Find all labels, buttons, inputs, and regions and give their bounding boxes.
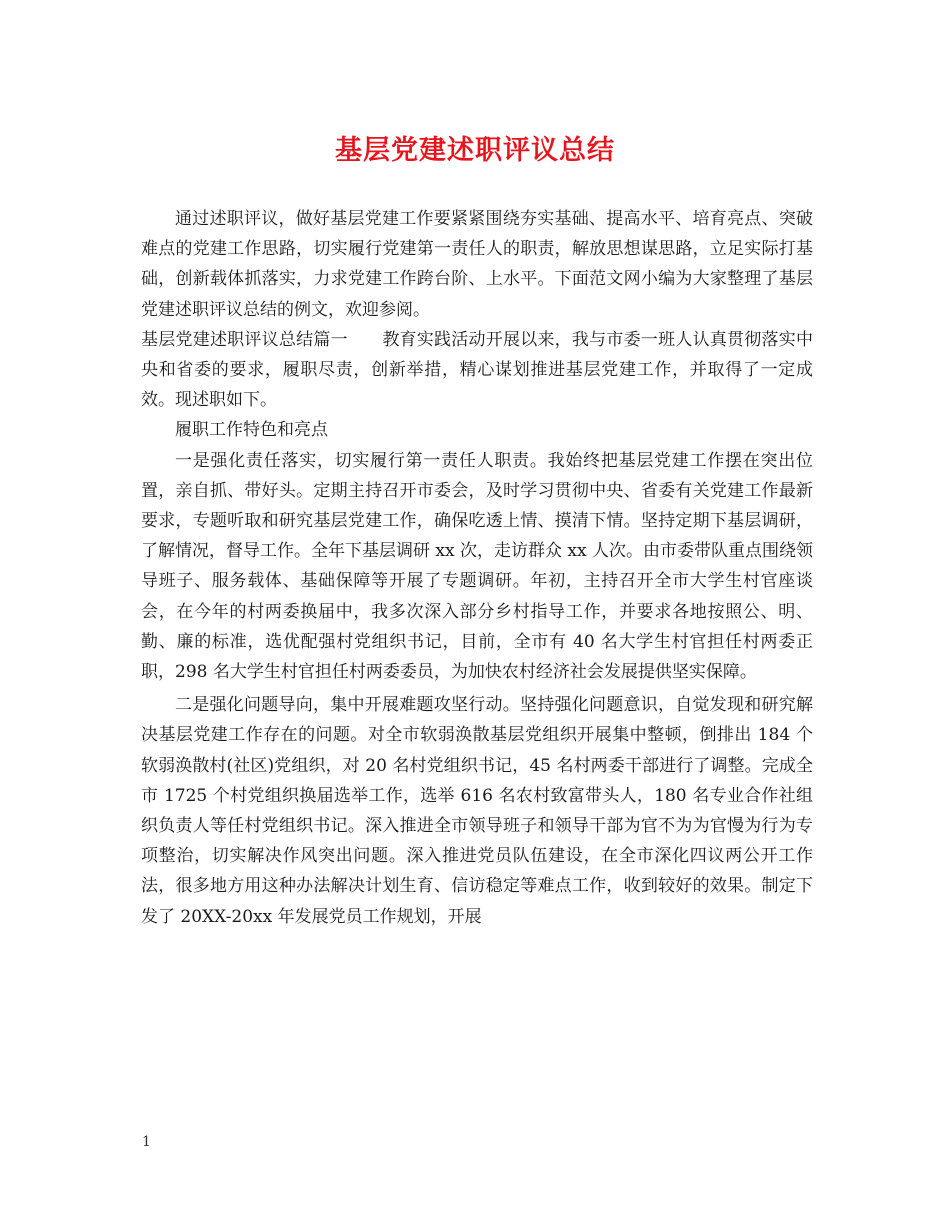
page-number: 1 [142,1134,151,1150]
paragraph-point-two: 二是强化问题导向，集中开展难题攻坚行动。坚持强化问题意识，自觉发现和研究解决基层党建工作存在的问题。对全市软弱涣散基层党组织开展集中整顿，倒排出 184 个软弱涣散村(社区)党组织，对 20 名村党组织书记，45 名村两委干部进行了调整。完成全市 1725 个村党组织换届选举工作，选举 616 名农村致富带头人，180 名专业合作社组织负责人等任村党组织书记。深入推进全市领导班子和领导干部为官不为为官慢为行为专项整治，切实解决作风突出问题。深入推进党员队伍建设，在全市深化四议两公开工作法，很多地方用这种办法解决计划生育、信访稳定等难点工作，收到较好的效果。制定下发了 20XX-20xx 年发展党员工作规划，开展 [141,695,813,927]
document-body [141,204,813,932]
paragraph-intro: 通过述职评议，做好基层党建工作要紧紧围绕夯实基础、提高水平、培育亮点、突破难点的党建工作思路，切实履行党建第一责任人的职责，解放思想谋思路，立足实际打基础，创新载体抓落实，力求党建工作跨台阶、上水平。下面范文网小编为大家整理了基层党建述职评议总结的例文，欢迎参阅。 [141,209,813,320]
paragraph-point-one: 一是强化责任落实，切实履行第一责任人职责。我始终把基层党建工作摆在突出位置，亲自抓、带好头。定期主持召开市委会，及时学习贯彻中央、省委有关党建工作最新要求，专题听取和研究基层党建工作，确保吃透上情、摸清下情。坚持定期下基层调研，了解情况，督导工作。全年下基层调研 xx 次，走访群众 xx 人次。由市委带队重点围绕领导班子、服务载体、基础保障等开展了专题调研。年初，主持召开全市大学生村官座谈会，在今年的村两委换届中，我多次深入部分乡村指导工作，并要求各地按照公、明、勤、廉的标准，选优配强村党组织书记，目前，全市有 40 名大学生村官担任村两委正职，298 名大学生村官担任村两委委员，为加快农村经济社会发展提供坚实保障。 [141,450,813,683]
paragraph-section-one: 基层党建述职评议总结篇一 教育实践活动开展以来，我与市委一班人认真贯彻落实中央和省委的要求，履职尽责，创新举措，精心谋划推进基层党建工作，并取得了一定成效。现述职如下。 [141,329,813,411]
document-title: 基层党建述职评议总结 [335,135,615,166]
paragraph-heading-highlights: 履职工作特色和亮点 [175,420,328,441]
